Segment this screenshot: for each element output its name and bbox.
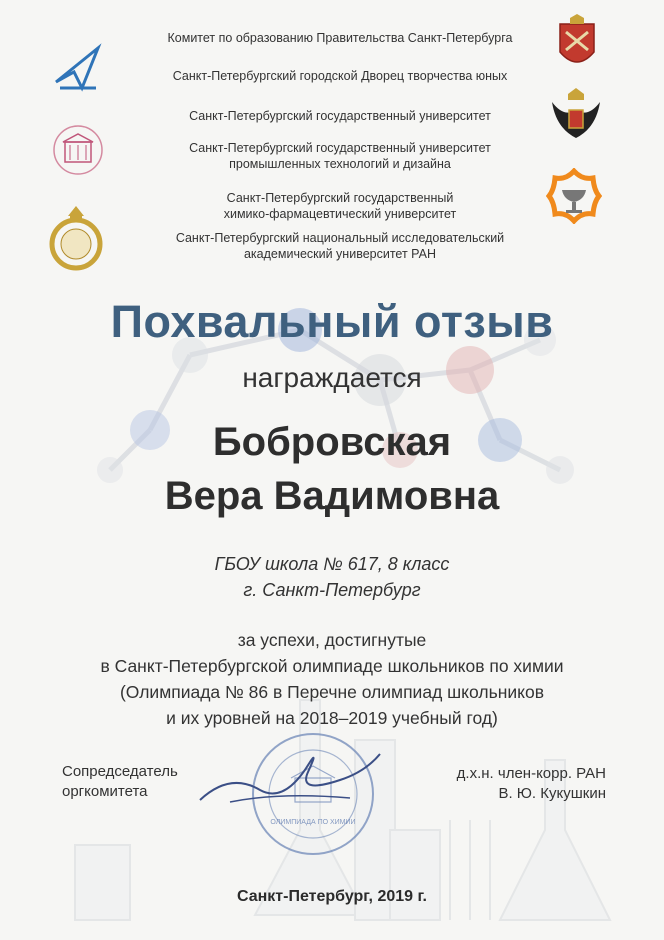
beaker-left: [75, 845, 130, 920]
sutd-university-emblem-icon: [52, 124, 104, 176]
awarded-label: награждается: [242, 362, 422, 393]
signatory-right-name: В. Ю. Кукушкин: [498, 785, 606, 802]
pharma-university-logo-icon: [546, 168, 602, 224]
spb-coat-of-arms-icon: [548, 14, 606, 76]
beaker-right: [390, 830, 440, 920]
org-education-committee: Комитет по образованию Правительства Санкт-Петербурга: [167, 31, 513, 45]
signatory-right: [410, 764, 606, 804]
palace-youth-logo-icon: [52, 42, 104, 94]
org-pharma-line1: Санкт-Петербургский государственный: [226, 191, 454, 205]
city-info: г. Санкт-Петербург: [243, 580, 421, 600]
recipient-surname: Бобровская: [212, 420, 452, 464]
footer-place-date: Санкт-Петербург, 2019 г.: [236, 888, 427, 905]
org-pharma-line2: химико-фармацевтический университет: [223, 207, 457, 221]
school-info: ГБОУ школа № 617, 8 класс: [214, 554, 450, 574]
org-academic-line1: Санкт-Петербургский национальный исследовательский: [175, 231, 505, 245]
org-sutd-line1: Санкт-Петербургский государственный университет: [189, 141, 491, 155]
reason-line: (Олимпиада № 86 в Перечне олимпиад школьников: [119, 682, 545, 702]
reason-line: в Санкт-Петербургской олимпиаде школьников по химии: [100, 656, 564, 676]
spbu-eagle-emblem-icon: [546, 88, 606, 150]
org-spbu: Санкт-Петербургский государственный университет: [189, 109, 491, 123]
stamp-text: ОЛИМПИАДА ПО ХИМИИ: [270, 819, 356, 826]
org-sutd-line2: промышленных технологий и дизайна: [229, 157, 451, 171]
signatory-left-title: Сопредседатель: [62, 763, 178, 780]
signatory-right-title: д.х.н. член-корр. РАН: [456, 765, 606, 782]
reason-line: и их уровней на 2018–2019 учебный год): [166, 708, 498, 728]
academic-university-crest-icon: [46, 204, 106, 272]
signatory-left-subtitle: оргкомитета: [62, 783, 148, 800]
org-palace-of-youth: Санкт-Петербургский городской Дворец творчества юных: [172, 69, 508, 83]
certificate-title: Похвальный отзыв: [110, 296, 554, 347]
reason-line: за успехи, достигнутые: [237, 630, 427, 650]
handwritten-signature: [190, 742, 390, 822]
signatory-left: [62, 762, 178, 802]
recipient-given-names: Вера Вадимовна: [164, 474, 500, 518]
org-academic-line2: академический университет РАН: [243, 247, 437, 261]
